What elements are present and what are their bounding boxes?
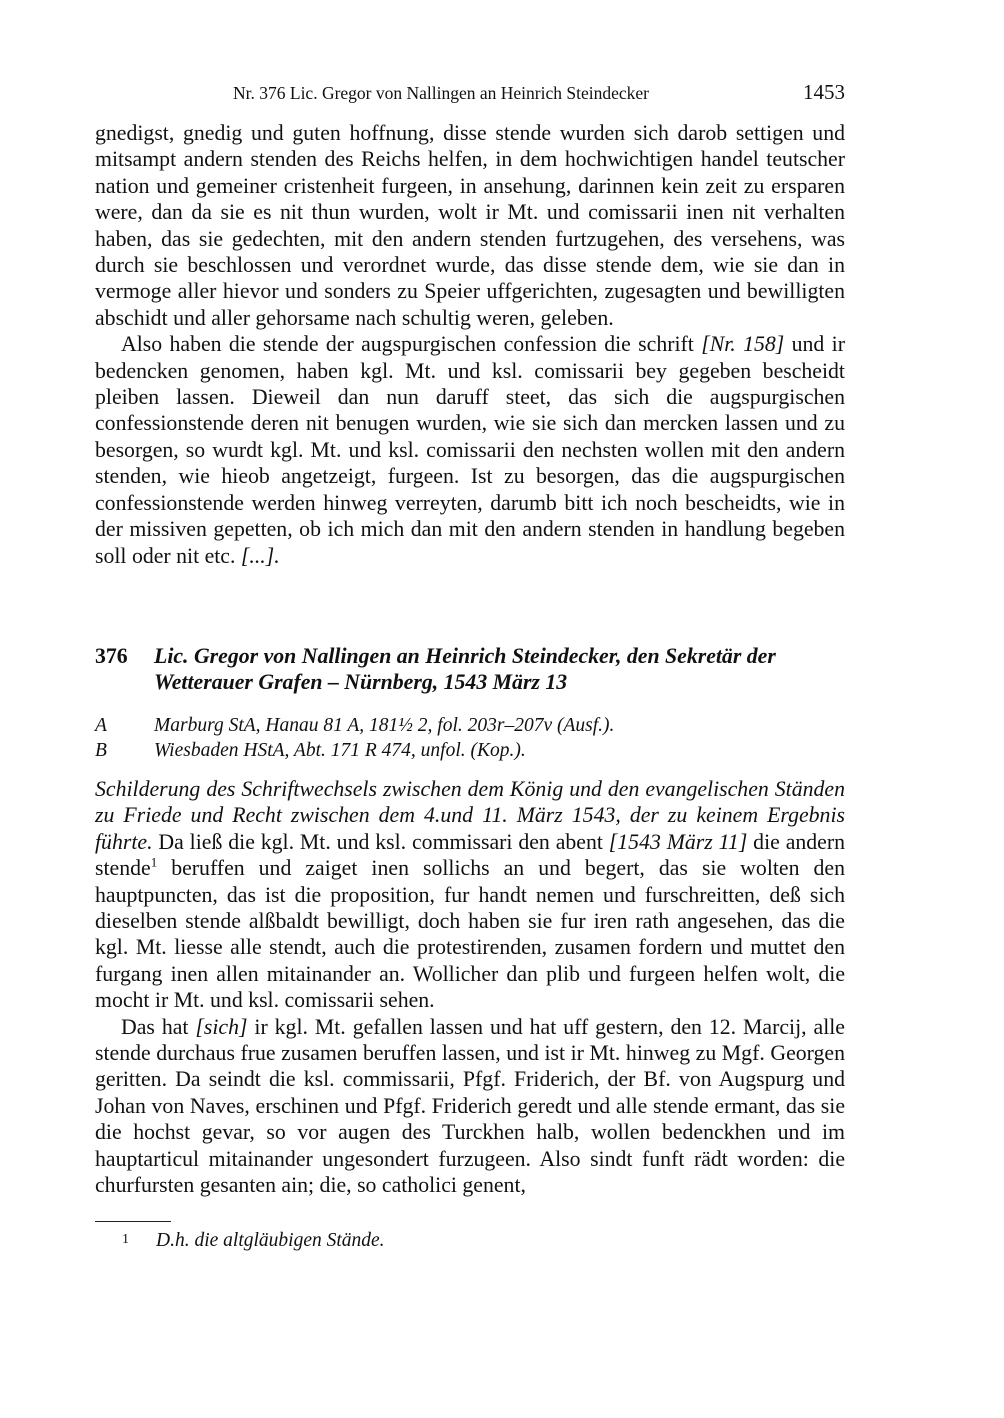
paragraph-1-text: gnedigst, gnedig und guten hoffnung, disse stende wurden sich darob settigen und mitsampt andern stenden des Reichs helfen, in dem hochwichtigen handel teutscher nation und gemeiner cristenheit furgeen, in ansehung, darinnen kein zeit zu ersparen were, dan da sie es nit thun wurden, wolt ir Mt. und comissarii inen nit verhalten haben, das sie gedechten, mit den andern stenden furtzugehen, des versehens, was durch sie beschlossen und verordnet wurde, das disse stende dem, wie sie dan in vermoge aller hievor und sonders zu Speier uffgerichten, zugesagten und bewilligten abschidt und aller gehorsame nach schultig weren, geleben. [95, 121, 845, 330]
footnote-mark: 1 [122, 1232, 129, 1247]
source-text: Wiesbaden HStA, Abt. 171 R 474, unfol. (Kop.). [154, 740, 526, 761]
body-text-document [95, 776, 845, 1199]
source-siglum: B [95, 740, 107, 761]
paragraph-2-text-a: Also haben die stende der augspurgischen confession die schrift [121, 332, 702, 357]
running-header [95, 80, 845, 110]
paragraph-4-text-b: ir kgl. Mt. gefallen lassen und hat uff gestern, den 12. Marcij, alle stende durchaus frue zusamen beruffen lassen, und ist ir Mt. hinweg zu Mgf. Georgen geritten. Da seindt die ksl. commissarii, Pfgf. Friderich, der Bf. von Augspurg und Johan von Naves, erschinen und Pfgf. Friderich geredt und alle stende ermant, das sie die hochst gevar, so vor augen des Turckhen halb, wollen bedenckhen und im hauptarticul mitainander ungesondert furzugeen. Also sindt funft rädt worden: die churfursten gesanten ain; die, so catholici genent, [95, 1014, 845, 1198]
editorial-sic: [sich] [195, 1014, 248, 1039]
document-heading [95, 643, 845, 696]
footnote-reference[interactable]: 1 [150, 854, 158, 870]
body-text-top [95, 120, 845, 569]
paragraph-1 [95, 120, 845, 331]
paragraph-2 [95, 331, 845, 569]
paragraph-3-text-b: die andern stende [95, 829, 845, 881]
paragraph-3-text-c: beruffen und zaiget inen sollichs an und begert, das sie wolten den hauptpuncten, das ist die proposition, fur handt nemen und furschreitten, deß sich dieselben stende alßbaldt bewilligt, doch haben sie fur iren rath angesehen, das die kgl. Mt. liesse alle stendt, auch die protestirenden, zusamen fordern und muttet den furgang inen allen mitainander an. Wollicher dan plib und furgeen helfen wolt, die mocht ir Mt. und ksl. comissarii sehen. [95, 856, 845, 1013]
running-title: Nr. 376 Lic. Gregor von Nallingen an Heinrich Steindecker [233, 83, 649, 103]
page-number: 1453 [803, 80, 845, 104]
footnote-text: D.h. die altgläubigen Stände. [156, 1230, 385, 1251]
source-entry [95, 738, 845, 763]
editorial-reference: [Nr. 158] [701, 332, 785, 357]
editorial-ellipsis: [...]. [240, 543, 280, 568]
source-entry [95, 713, 845, 738]
source-text: Marburg StA, Hanau 81 A, 181½ 2, fol. 203r–207v (Ausf.). [154, 715, 615, 736]
editorial-date: [1543 März 11] [608, 829, 748, 854]
document-title: Lic. Gregor von Nallingen an Heinrich Steindecker, den Sekretär der Wetterauer Grafen – Nürnberg, 1543 März 13 [154, 644, 776, 695]
paragraph-4 [95, 1014, 845, 1199]
footnote-divider [95, 1221, 171, 1222]
paragraph-4-text-a: Das hat [121, 1014, 196, 1039]
source-siglum: A [95, 715, 107, 736]
document-summary: Schilderung des Schriftwechsels zwischen dem König und den evangelischen Ständen zu Friede und Recht zwischen dem 4.und 11. März 1543, der zu keinem Ergebnis führte. [95, 777, 845, 854]
paragraph-3-text-a: Da ließ die kgl. Mt. und ksl. commissari den abent [152, 829, 609, 854]
paragraph-3 [95, 776, 845, 1014]
document-number: 376 [95, 644, 128, 668]
paragraph-2-text-b: und ir bedencken genomen, haben kgl. Mt. und ksl. comissarii bey gegeben bescheidt pleiben lassen. Dieweil dan nun daruff steet, das sich die augspurgischen confessionstende deren nit benugen wurden, wie sie sich dan mercken lassen und zu besorgen, so wurdt kgl. Mt. und ksl. comissarii den nechsten wollen mit den andern stenden, wie hieob angetzeigt, furgeen. Ist zu besorgen, das die augspurgischen confessionstende werden hinweg verreyten, darumb bitt ich noch bescheidts, wie in der missiven gepetten, ob ich mich dan mit den andern stenden in handlung begeben soll oder nit etc. [95, 332, 845, 568]
source-list [95, 713, 845, 763]
